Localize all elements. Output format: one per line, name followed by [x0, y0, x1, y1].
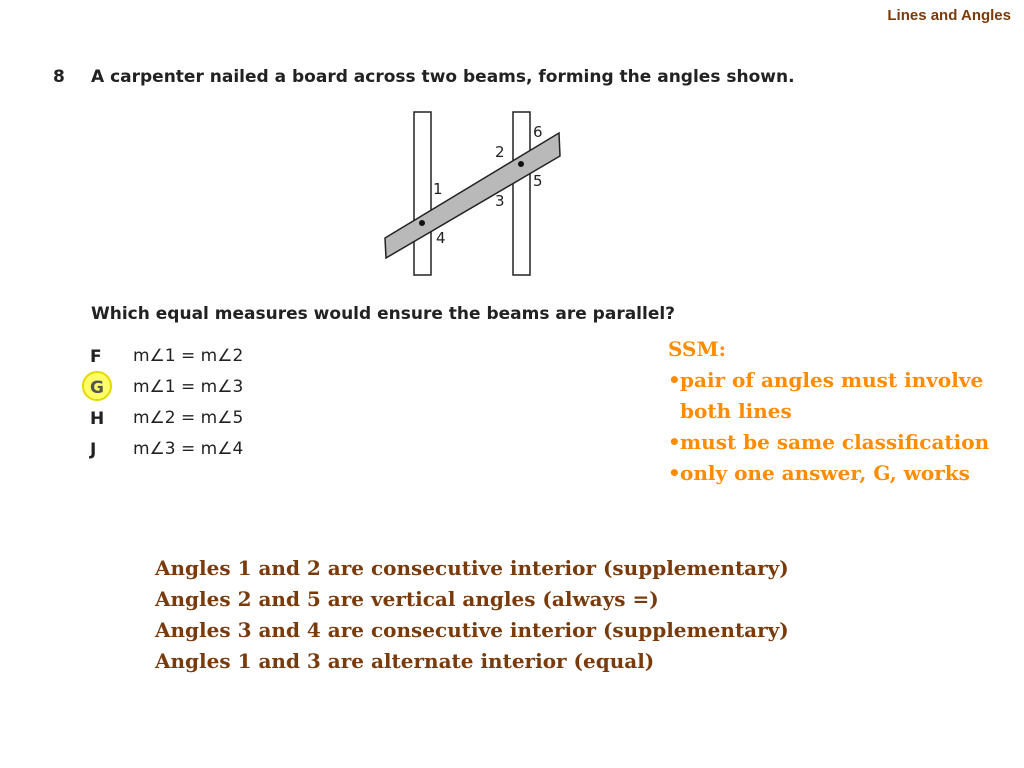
ssm-title: SSM: [668, 337, 726, 361]
ssm-bullet: • only one answer, G, works [668, 458, 990, 489]
ssm-bullet-list [668, 365, 990, 489]
explanation-line: Angles 1 and 2 are consecutive interior (supplementary) [155, 556, 789, 580]
ssm-notes [668, 334, 990, 489]
beams-diagram [370, 105, 570, 280]
angle-label-4: 4 [436, 229, 446, 247]
choice-letter: G [90, 378, 104, 398]
left-beam [414, 112, 431, 275]
explanation-line: Angles 3 and 4 are consecutive interior (supplementary) [155, 618, 789, 642]
bullet-icon: • [668, 430, 681, 454]
ssm-bullet: • pair of angles must involve both lines [668, 365, 990, 427]
angle-label-1: 1 [433, 180, 443, 198]
choice-letter: J [90, 440, 97, 460]
choice-text: m∠1 = m∠2 [133, 346, 244, 366]
question-text: A carpenter nailed a board across two beams, forming the angles shown. [91, 67, 795, 87]
explanation-line: Angles 2 and 5 are vertical angles (always =) [155, 587, 659, 611]
ssm-bullet: • must be same classification [668, 427, 990, 458]
explanation-line: Angles 1 and 3 are alternate interior (equal) [155, 649, 655, 673]
angle-label-2: 2 [495, 143, 505, 161]
angle-label-6: 6 [533, 123, 543, 141]
left-nail [419, 220, 425, 226]
bullet-icon: • [668, 368, 681, 392]
choice-text: m∠3 = m∠4 [133, 439, 244, 459]
angle-label-5: 5 [533, 172, 543, 190]
bullet-icon: • [668, 461, 681, 485]
choice-letter: F [90, 347, 102, 367]
choice-text: m∠2 = m∠5 [133, 408, 244, 428]
slide-title: Lines and Angles [887, 7, 1011, 24]
right-nail [518, 161, 524, 167]
choice-text: m∠1 = m∠3 [133, 377, 244, 397]
angle-explanations [155, 553, 789, 677]
choice-letter: H [90, 409, 105, 429]
right-beam [513, 112, 530, 275]
board [385, 133, 560, 258]
question-prompt: Which equal measures would ensure the beams are parallel? [91, 304, 676, 324]
question-number: 8 [53, 67, 65, 87]
angle-label-3: 3 [495, 192, 505, 210]
